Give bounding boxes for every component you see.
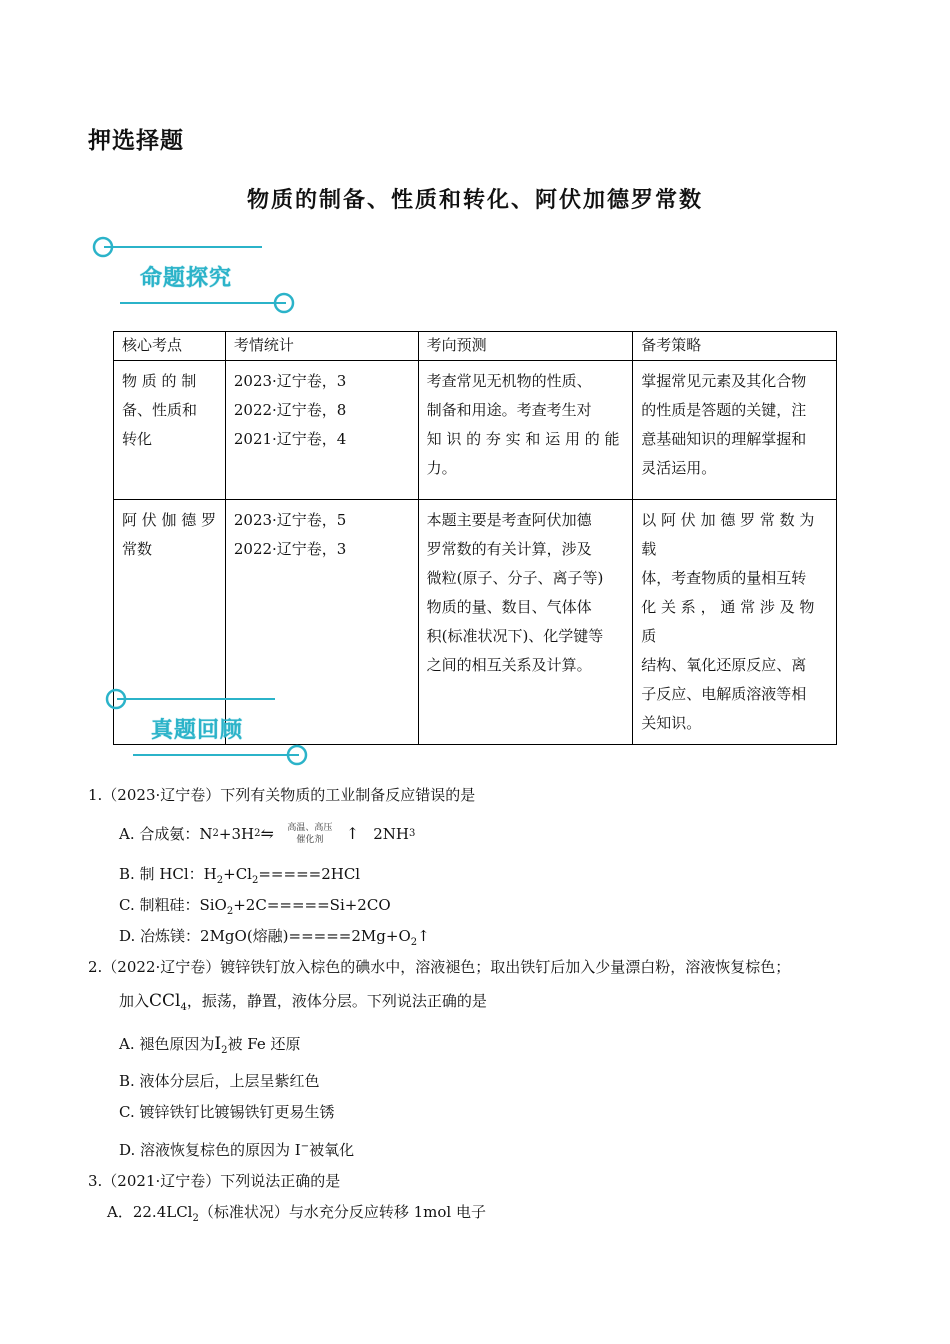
- table-header: 核心考点: [114, 332, 226, 361]
- stem-text: 加入: [119, 992, 150, 1010]
- option-text: （标准状况）与水充分反应转移 1mol 电子: [198, 1203, 486, 1221]
- question-1-option-d: D. 冶炼镁：2MgO(熔融)$=====2Mg+O_2↑$: [119, 927, 430, 948]
- cell-line: 化 关 系 ， 通 常 涉 及 物 质: [641, 598, 815, 645]
- table-cell-forecast: [418, 500, 633, 745]
- option-text: D. 溶液恢复棕色的原因为 I: [119, 1141, 301, 1159]
- question-1-option-a: A. 合成氨：N 2 +3H 2 ⇋ 高温、高压 催化剂 ↑ 2NH 3: [119, 823, 416, 845]
- cell-line: 以 阿 伏 加 德 罗 常 数 为 载: [641, 511, 815, 558]
- cell-line: 掌握常见元素及其化合物: [641, 372, 807, 390]
- formula-text: CCl: [149, 991, 181, 1011]
- cell-line: 积(标准状况下)、化学键等: [426, 627, 604, 645]
- question-2-option-a: A. 褪色原因为$I_2$被 Fe 还原: [119, 1034, 301, 1056]
- superscript: −: [300, 1141, 310, 1152]
- question-1-stem: 1.（2023·辽宁卷）下列有关物质的工业制备反应错误的是: [88, 786, 476, 804]
- stem-text: ，振荡，静置，液体分层。下列说法正确的是: [186, 992, 487, 1010]
- exam-analysis-table: [113, 331, 837, 745]
- question-2-option-b: B. 液体分层后，上层呈紫红色: [119, 1072, 320, 1090]
- table-cell-strategy: [633, 361, 837, 500]
- table-header: 考情统计: [225, 332, 418, 361]
- cell-line: 备、性质和: [122, 401, 198, 419]
- question-2-option-d: [119, 1137, 354, 1160]
- question-2-stem: 2.（2022·辽宁卷）镀锌铁钉放入棕色的碘水中，溶液褪色；取出铁钉后加入少量漂白粉，溶液恢复棕色；: [88, 958, 791, 976]
- cell-line: 转化: [122, 430, 153, 448]
- question-2-stem-cont: 加入CCl$_4$，振荡，静置，液体分层。下列说法正确的是: [119, 991, 487, 1013]
- up-arrow-icon: ↑: [345, 824, 360, 843]
- banner-review: [103, 685, 313, 769]
- cell-line: 物质的量、数目、气体体: [426, 598, 592, 616]
- question-2-option-c: C. 镀锌铁钉比镀锡铁钉更易生锈: [119, 1103, 335, 1121]
- condition-top: 高温、高压: [287, 823, 333, 833]
- cell-line: 2021·辽宁卷，4: [233, 430, 347, 448]
- cell-line: 体，考查物质的量相互转: [641, 569, 807, 587]
- cell-line: 2022·辽宁卷，8: [233, 401, 347, 419]
- option-text: =====2HCl: [258, 865, 361, 883]
- table-header-row: [114, 332, 837, 361]
- cell-line: 2022·辽宁卷，3: [233, 540, 347, 558]
- reaction-conditions: [278, 822, 342, 846]
- option-text: +3H: [218, 825, 255, 843]
- banner-explore: [90, 233, 300, 317]
- cell-line: 关知识。: [641, 714, 702, 732]
- cell-line: 子反应、电解质溶液等相: [641, 685, 807, 703]
- question-3-option-a: A．22.4LCl$_2$（标准状况）与水充分反应转移 1mol 电子: [107, 1203, 486, 1224]
- cell-line: 罗常数的有关计算，涉及: [426, 540, 592, 558]
- banner-explore-label: 命题探究: [140, 266, 233, 291]
- option-text: A. 褪色原因为: [119, 1035, 215, 1053]
- formula-text: I: [214, 1034, 222, 1054]
- cell-line: 的性质是答题的关键，注: [641, 401, 807, 419]
- cell-line: 阿 伏 伽 德 罗: [122, 511, 217, 529]
- cell-line: 灵活运用。: [641, 459, 717, 477]
- cell-line: 知 识 的 夯 实 和 运 用 的 能: [426, 430, 620, 448]
- option-text: C. 制粗硅：SiO: [119, 896, 227, 914]
- option-text: A．22.4LCl: [107, 1203, 193, 1221]
- question-1-option-b: B. 制 HCl：$H_2+Cl_2=====2HCl$: [119, 865, 361, 886]
- table-cell-stats: [225, 361, 418, 500]
- cell-line: 意基础知识的理解掌握和: [641, 430, 807, 448]
- option-text: 2NH: [373, 825, 410, 843]
- cell-line: 2023·辽宁卷，5: [233, 511, 347, 529]
- section-kicker: 押选择题: [88, 128, 184, 154]
- question-3-stem: 3.（2021·辽宁卷）下列说法正确的是: [88, 1172, 341, 1190]
- cell-line: 物 质 的 制: [122, 372, 197, 390]
- cell-line: 之间的相互关系及计算。: [426, 656, 592, 674]
- table-header: 备考策略: [633, 332, 837, 361]
- cell-line: 考查常见无机物的性质、: [426, 372, 592, 390]
- option-text: +2C=====Si+2CO: [233, 896, 391, 914]
- table-cell-forecast: [418, 361, 633, 500]
- cell-line: 结构、氧化还原反应、离: [641, 656, 807, 674]
- equilibrium-arrow-icon: ⇋: [260, 824, 274, 843]
- option-text: D. 冶炼镁：2MgO(熔融)=====2Mg+O: [119, 927, 411, 945]
- question-1-option-c: C. 制粗硅：SiO$_2$+2C=====Si+2CO: [119, 896, 391, 917]
- cell-line: 本题主要是考查阿伏加德: [426, 511, 592, 529]
- option-text: ↑: [417, 927, 430, 945]
- cell-line: 常数: [122, 540, 153, 558]
- page-title: 物质的制备、性质和转化、阿伏加德罗常数: [246, 188, 703, 213]
- option-text: +Cl: [223, 865, 252, 883]
- option-text: 被氧化: [309, 1141, 355, 1159]
- table-cell-topic: [114, 361, 226, 500]
- table-cell-strategy: [633, 500, 837, 745]
- table-row: [114, 361, 837, 500]
- option-text: B. 制 HCl：H: [119, 865, 217, 883]
- condition-bottom: 催化剂: [296, 835, 324, 845]
- banner-review-label: 真题回顾: [151, 718, 244, 743]
- cell-line: 2023·辽宁卷，3: [233, 372, 347, 390]
- cell-line: 微粒(原子、分子、离子等): [426, 569, 604, 587]
- option-text: 被 Fe 还原: [227, 1035, 301, 1053]
- table-header: 考向预测: [418, 332, 633, 361]
- option-text: A. 合成氨：N: [119, 825, 213, 843]
- cell-line: 制备和用途。考查考生对: [426, 401, 592, 419]
- cell-line: 力。: [426, 459, 457, 477]
